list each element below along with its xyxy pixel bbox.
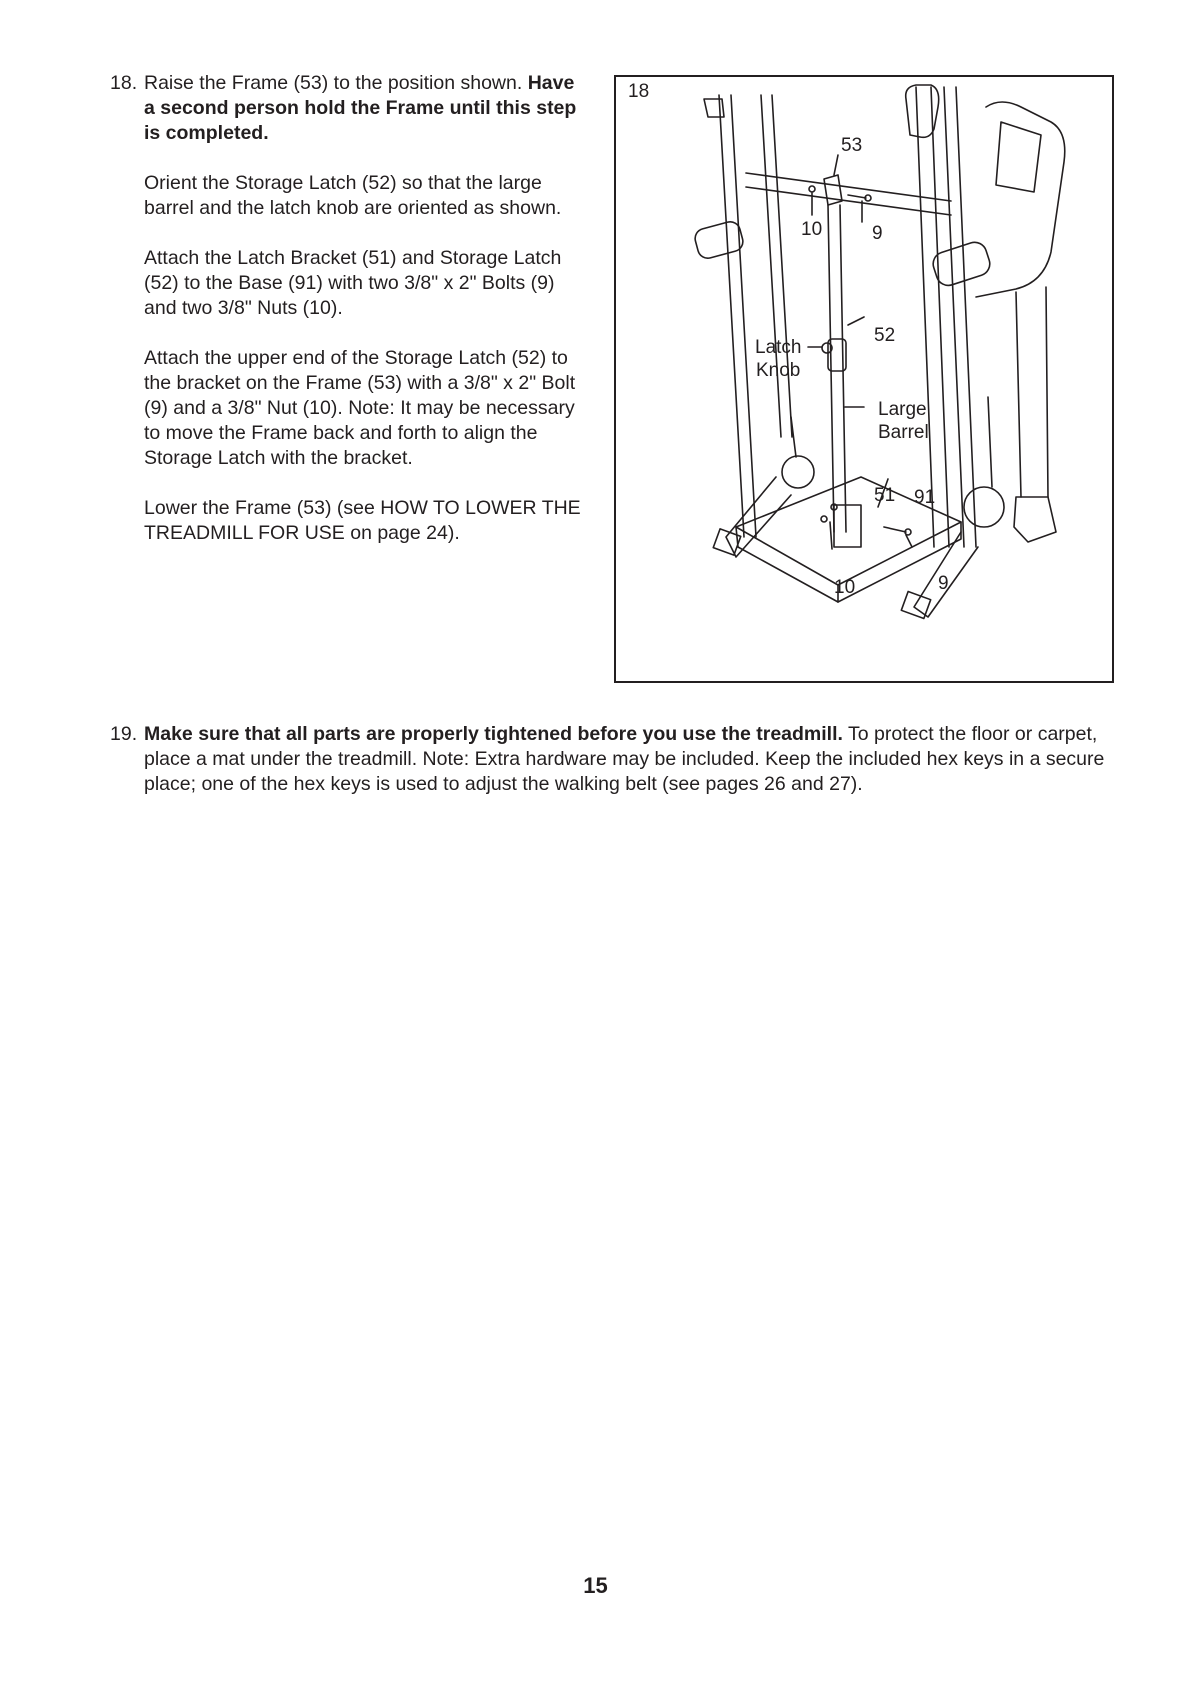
step-18-instructions [110, 71, 590, 571]
step-18-lower: Lower the Frame (53) (see HOW TO LOWER THE TREADMILL FOR USE on page 24). [144, 497, 581, 544]
step-18-orient: Orient the Storage Latch (52) so that the large barrel and the latch knob are oriented as shown. [144, 172, 562, 219]
step-18-intro: Raise the Frame (53) to the position shown. [144, 72, 523, 94]
callout-bolt-9-top: 9 [872, 223, 883, 244]
treadmill-line-drawing [616, 77, 1116, 685]
callout-latch-knob-line1: Latch [755, 337, 802, 358]
step-18-warning: Have a second person hold the Frame until this step is completed. [144, 72, 577, 144]
callout-base-91: 91 [914, 487, 936, 508]
callout-bolt-9-bottom: 9 [938, 573, 949, 594]
callout-latch-knob-line2: Knob [756, 360, 801, 381]
callout-frame-53: 53 [841, 135, 863, 156]
callout-nut-10-bottom: 10 [834, 577, 856, 598]
figure-number: 18 [628, 81, 650, 102]
step-18-attach-upper: Attach the upper end of the Storage Latch (52) to the bracket on the Frame (53) with a 3/8" x 2" Bolt (9) and a 3/8" Nut (10). Note: It may be necessary to move the Frame back and forth to align the Storage Latch with the bracket. [144, 347, 576, 469]
callout-large-barrel-line2: Barrel [878, 422, 929, 443]
callout-bracket-51: 51 [874, 485, 896, 506]
step-19-instructions [110, 722, 1110, 797]
callout-large-barrel-line1: Large [878, 399, 927, 420]
step-19-number: 19. [110, 723, 138, 745]
figure-18-treadmill-storage-latch [614, 75, 1114, 683]
step-18-attach-bracket: Attach the Latch Bracket (51) and Storage Latch (52) to the Base (91) with two 3/8" x 2" Bolts (9) and two 3/8" Nuts (10). [144, 247, 562, 319]
page-number: 15 [583, 1573, 608, 1598]
step-18-number: 18. [110, 72, 138, 94]
callout-nut-10-top: 10 [801, 219, 823, 240]
callout-latch-52: 52 [874, 325, 896, 346]
step-19-text: To protect the floor or carpet, place a mat under the treadmill. Note: Extra hardware may be included. Keep the included hex keys in a secure place; one of the hex keys is used to adjust the walking belt (see pages 26 and 27). [144, 723, 1105, 795]
step-19-bold: Make sure that all parts are properly tightened before you use the treadmill. [144, 723, 843, 745]
